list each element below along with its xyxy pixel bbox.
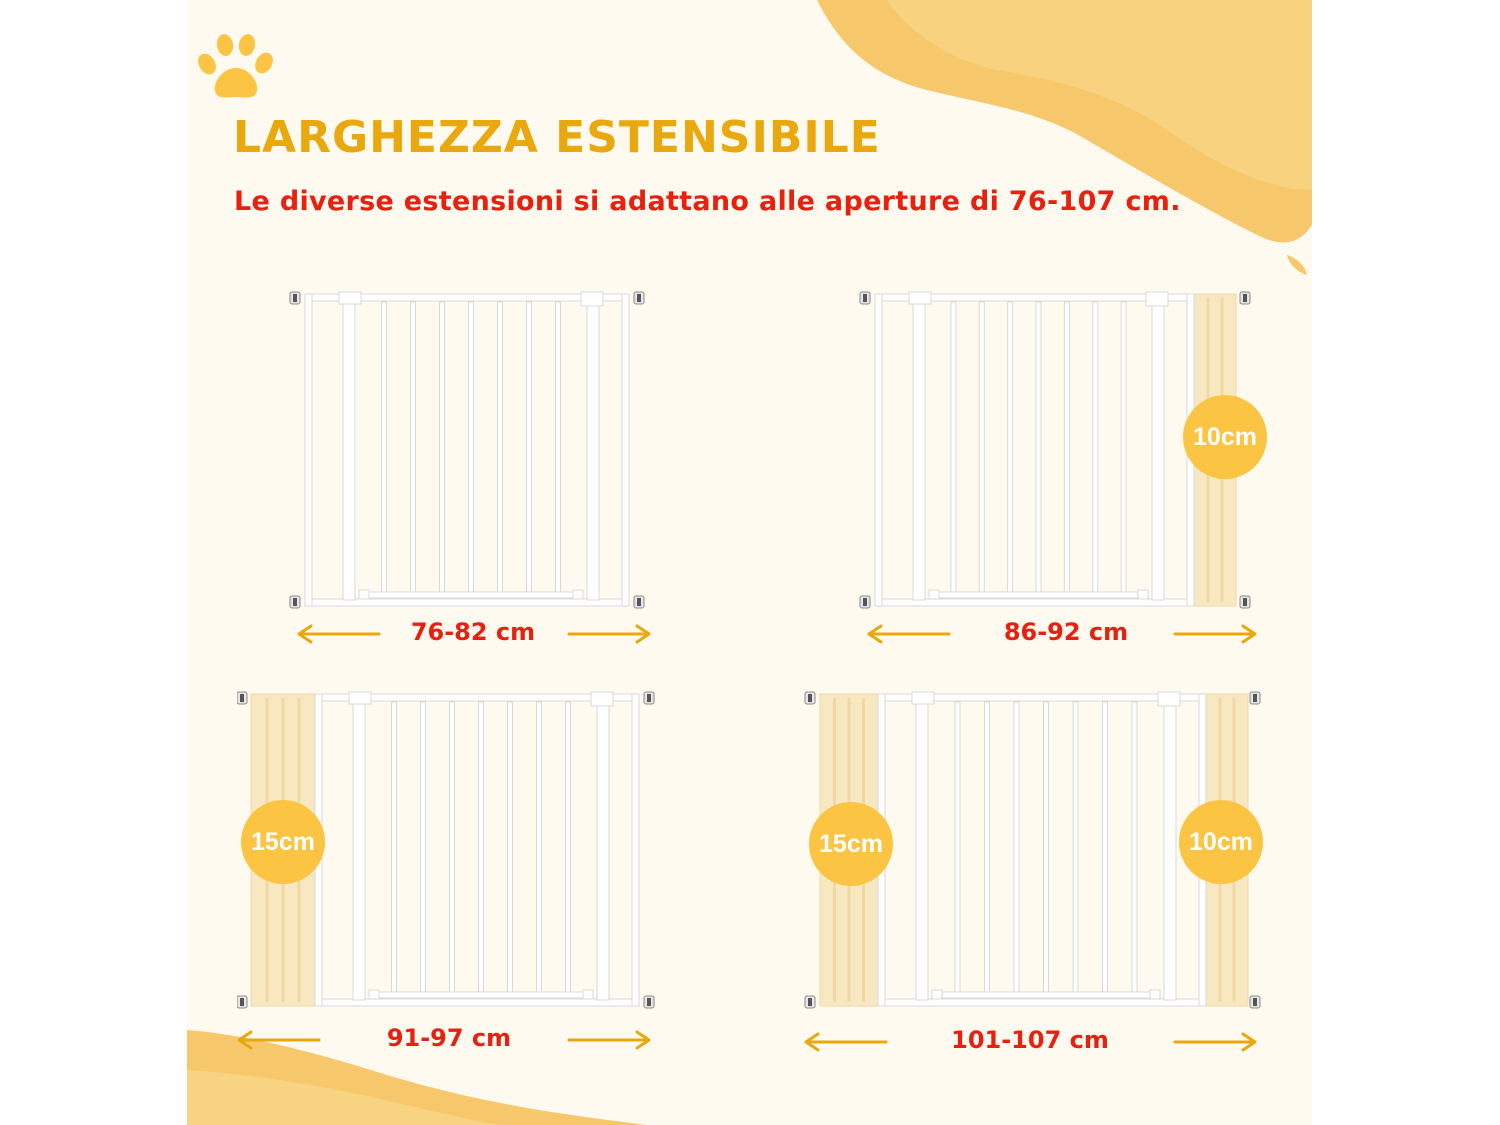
arrow-right-icon (1175, 1034, 1255, 1050)
gate-post (1164, 700, 1176, 1000)
arrow-left-icon (299, 626, 379, 642)
latch (909, 292, 931, 304)
gate-bar (421, 702, 426, 998)
page-title: LARGHEZZA ESTENSIBILE (233, 112, 881, 163)
wall-bolt (237, 996, 247, 1008)
gate-bar (1064, 302, 1069, 598)
width-range-label: 91-97 cm (386, 1024, 512, 1052)
gate-post (343, 300, 355, 600)
gate-bar (566, 702, 571, 998)
gate-panel-101-107 (802, 680, 1277, 1060)
gate-bar (498, 302, 503, 598)
gate-bar (1073, 702, 1078, 998)
gate-frame (315, 692, 639, 1006)
wall-bolt (290, 292, 300, 304)
gate-bar (1036, 302, 1041, 598)
gate-post (587, 300, 599, 600)
width-range-label: 76-82 cm (410, 618, 536, 646)
latch (581, 292, 603, 306)
gate-panel-76-82 (287, 280, 667, 660)
wall-bolt (805, 692, 815, 704)
gate-bar (1103, 702, 1108, 998)
gate-bar (985, 702, 990, 998)
gate-post (913, 300, 925, 600)
gate-bar (411, 302, 416, 598)
wall-bolt (644, 692, 654, 704)
arrow-left-icon (239, 1032, 319, 1048)
paw-icon (195, 28, 277, 108)
wall-bolt (634, 596, 644, 608)
latch (339, 292, 361, 304)
wall-bolt (1250, 692, 1260, 704)
latch (349, 692, 371, 704)
gate-bar (450, 702, 455, 998)
wall-bolt (860, 596, 870, 608)
latch (1146, 292, 1168, 306)
extension-badge-left: 15cm (241, 800, 325, 884)
arrow-right-icon (569, 1032, 649, 1048)
gate-bar (508, 702, 513, 998)
arrow-left-icon (806, 1034, 886, 1050)
wall-bolt (290, 596, 300, 608)
page-subtitle: Le diverse estensioni si adattano alle aperture di 76-107 cm. (234, 186, 1181, 217)
wall-bolt (1240, 292, 1250, 304)
gate-bar (979, 302, 984, 598)
gate-bar (556, 302, 561, 598)
threshold-bar (936, 992, 1156, 998)
width-range-label: 86-92 cm (1003, 618, 1129, 646)
threshold-bar (933, 592, 1144, 598)
arrow-left-icon (869, 626, 949, 642)
gate-bar (537, 702, 542, 998)
gate-illustration (287, 280, 667, 620)
gate-post (597, 700, 609, 1000)
arrow-right-icon (569, 626, 649, 642)
canvas (187, 0, 1312, 1125)
wall-bolt (860, 292, 870, 304)
gate-post (353, 700, 365, 1000)
gate-panel-91-97 (237, 680, 667, 1060)
gate-frame (305, 292, 629, 606)
wall-bolt (1250, 996, 1260, 1008)
threshold-bar (363, 592, 579, 598)
gate-bar (1093, 302, 1098, 598)
gate-bar (1044, 702, 1049, 998)
gate-bar (382, 302, 387, 598)
gate-frame (878, 692, 1206, 1006)
gate-frame (875, 292, 1194, 606)
gate-bar (527, 302, 532, 598)
gate-bar (951, 302, 956, 598)
latch (1158, 692, 1180, 706)
gate-bar (955, 702, 960, 998)
wall-bolt (805, 996, 815, 1008)
wall-bolt (644, 996, 654, 1008)
gate-post (916, 700, 928, 1000)
gate-bar (1132, 702, 1137, 998)
latch (591, 692, 613, 706)
extension-badge-right: 10cm (1183, 395, 1267, 479)
gate-bar (392, 702, 397, 998)
wall-bolt (1240, 596, 1250, 608)
wall-bolt (634, 292, 644, 304)
top-right-leaf (1287, 255, 1307, 275)
extension-badge-left: 15cm (809, 802, 893, 886)
threshold-bar (373, 992, 589, 998)
arrow-right-icon (1175, 626, 1255, 642)
gate-bar (1121, 302, 1126, 598)
extension-badge-right: 10cm (1179, 800, 1263, 884)
width-range-label: 101-107 cm (951, 1026, 1109, 1054)
gate-bar (1008, 302, 1013, 598)
gate-bar (479, 702, 484, 998)
latch (912, 692, 934, 704)
gate-bar (1014, 702, 1019, 998)
gate-panel-86-92 (857, 280, 1277, 660)
gate-bar (469, 302, 474, 598)
wall-bolt (237, 692, 247, 704)
gate-post (1152, 300, 1164, 600)
gate-bar (440, 302, 445, 598)
